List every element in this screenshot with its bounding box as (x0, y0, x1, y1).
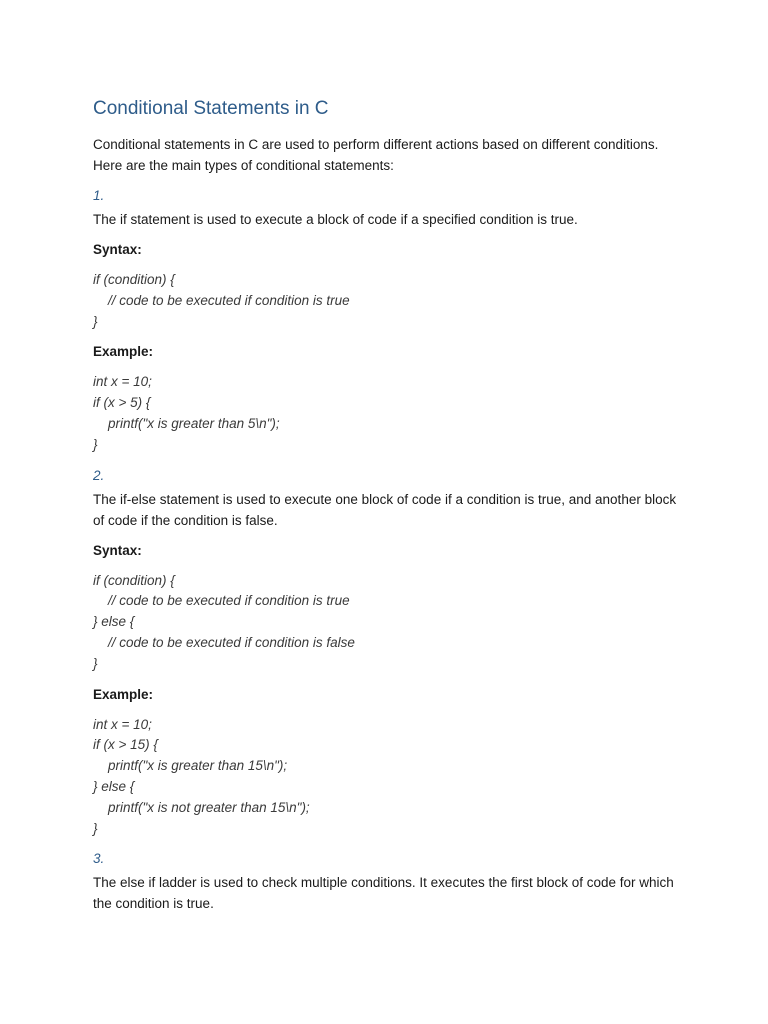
code-line: if (condition) { (93, 272, 175, 287)
example-label: Example: (93, 686, 154, 702)
section-number: 3. (93, 851, 105, 867)
syntax-code-block (93, 270, 683, 332)
code-line: printf("x is greater than 15\n"); (93, 758, 288, 774)
code-line: } (93, 820, 98, 836)
code-line: if (x > 15) { (93, 737, 158, 753)
code-line: printf("x is greater than 5\n"); (93, 415, 280, 431)
example-code-block (93, 372, 683, 455)
code-line: } else { (93, 778, 135, 794)
document-title: Conditional Statements in C (93, 98, 329, 119)
code-line: if (condition) { (93, 572, 175, 588)
code-line: int x = 10; (93, 716, 152, 732)
section-description: The if statement is used to execute a block of code if a specified condition is true. (93, 212, 578, 227)
section-if (93, 186, 683, 456)
code-line: } (93, 436, 98, 452)
code-line: if (x > 5) { (93, 395, 151, 411)
example-code-block (93, 715, 683, 840)
code-line: } else { (93, 614, 135, 630)
section-description: The else if ladder is used to check multiple conditions. It executes the first block of code for which the condition is true. (93, 875, 674, 912)
code-line: int x = 10; (93, 374, 152, 390)
section-description: The if-else statement is used to execute one block of code if a condition is true, and another block of code if the condition is false. (93, 491, 677, 528)
code-line: printf("x is not greater than 15\n"); (93, 799, 310, 815)
section-if-else (93, 466, 683, 840)
code-line: // code to be executed if condition is false (93, 634, 355, 650)
intro-paragraph: Conditional statements in C are used to perform different actions based on different conditions. Here are the main types of conditional statements: (93, 137, 659, 173)
syntax-code-block (93, 571, 683, 675)
section-number: 1. (93, 188, 105, 203)
document-page (93, 96, 683, 924)
syntax-label: Syntax: (93, 242, 142, 257)
code-line: } (93, 655, 98, 671)
syntax-label: Syntax: (93, 542, 142, 558)
code-line: // code to be executed if condition is true (93, 593, 350, 609)
code-line: // code to be executed if condition is true (93, 292, 350, 308)
section-number: 2. (93, 467, 105, 483)
code-line: } (93, 313, 98, 329)
example-label: Example: (93, 344, 154, 360)
section-else-if-ladder (93, 849, 683, 914)
